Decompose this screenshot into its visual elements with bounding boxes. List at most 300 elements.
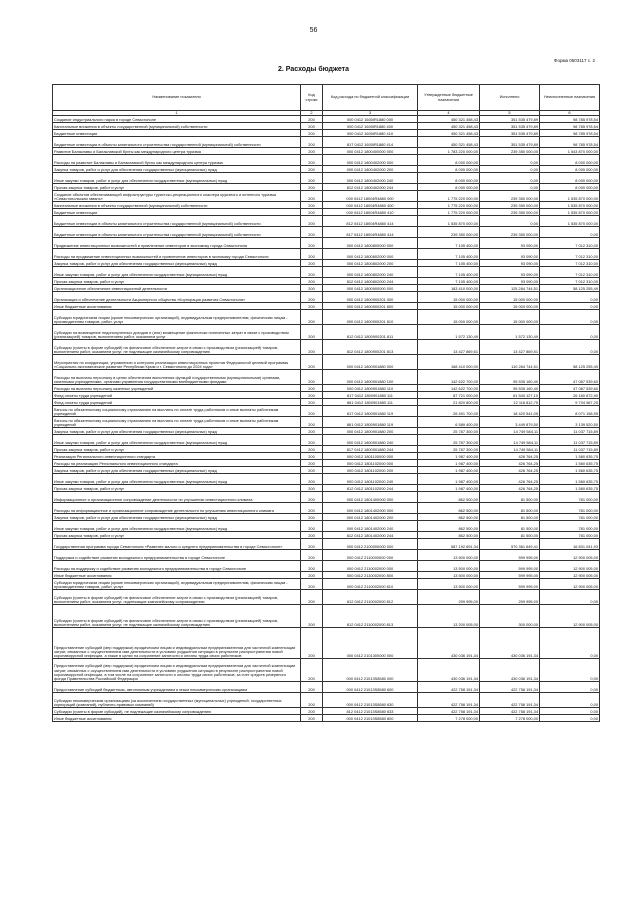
- row-executed: 93 090,00: [480, 267, 540, 278]
- table-row: [53, 303, 600, 310]
- row-name: Бюджетные инвестиции в объекты капитального строительства государственной (муниципальной) собственности: [53, 216, 301, 227]
- row-unexecuted: 98 785 978,54: [540, 123, 600, 130]
- row-executed: 239 350 000,00: [480, 227, 540, 238]
- row-executed: 3 449 879,50: [480, 417, 540, 428]
- table-row: [53, 474, 600, 485]
- row-line-code: 200: [301, 267, 323, 278]
- row-name: Закупка товаров, работ и услуг для обеспечения государственных (муниципальных) нужд: [53, 166, 301, 173]
- table-row: [53, 166, 600, 173]
- row-executed: 426 764,25: [480, 453, 540, 460]
- row-unexecuted: 8 000 000,00: [540, 155, 600, 166]
- row-name: Субсидии (гранты в форме субсидий) на финансовое обеспечение затрат в связи с производством (реализацией) товаров, выполнением работ, оказанием услуг, не подлежащие казначейскому сопровождению: [53, 605, 301, 628]
- row-approved: 142 622 700,00: [418, 385, 480, 392]
- row-executed: 81 500,00: [480, 521, 540, 532]
- row-name: Расходы на продвижение инвестиционных возможностей и привлечение инвесторов в экономику города Севастополя: [53, 249, 301, 260]
- row-classification-code: 000 0412 1801402000 200: [323, 514, 418, 521]
- row-approved: 422 758 191,34: [418, 682, 480, 693]
- row-classification-code: 812 0412 1800802000 244: [323, 278, 418, 285]
- table-row: [53, 227, 600, 238]
- row-approved: 6 589 400,00: [418, 417, 480, 428]
- row-approved: 430 036 191,34: [418, 628, 480, 659]
- row-unexecuted: 8 000 000,00: [540, 166, 600, 173]
- row-name: Субсидии некоммерческим организациям (за исключением государственных (муниципальных) учреждений, государственных корпораций (компаний), публично-правовых компаний): [53, 693, 301, 708]
- row-unexecuted: 0,00: [540, 292, 600, 303]
- row-executed: 426 764,25: [480, 460, 540, 467]
- table-row: [53, 503, 600, 514]
- row-unexecuted: 11 037 715,89: [540, 446, 600, 453]
- row-approved: 13 500 000,00: [418, 579, 480, 590]
- row-executed: 81 500,00: [480, 532, 540, 539]
- row-executed: 81 500,00: [480, 503, 540, 514]
- row-approved: 1 987 400,00: [418, 467, 480, 474]
- row-classification-code: 000 0412 1801102000 200: [323, 467, 418, 474]
- table-row: [53, 682, 600, 693]
- table-row: [53, 590, 600, 605]
- row-name: Предоставление субсидий (мер поддержки) юридическим лицам и индивидуальным предпринимателям для частичной компенсации затрат, связанных с осуществлением ими деятельности в условиях ухудшения ситуации в результате распространения новой коронавирусной инфекции, а также в целях на сохранение занятости и оплаты труда своих работников: [53, 628, 301, 659]
- row-unexecuted: 1 560 635,75: [540, 474, 600, 485]
- row-line-code: 200: [301, 370, 323, 385]
- row-name: Продвижение инвестиционных возможностей и привлечение инвесторов в экономику города Севастополя: [53, 238, 301, 249]
- row-name: Иные бюджетные ассигнования: [53, 715, 301, 722]
- row-executed: 0,00: [480, 173, 540, 184]
- row-line-code: 200: [301, 417, 323, 428]
- row-classification-code: 000 0412 21013S8580 000: [323, 659, 418, 682]
- row-name: Организационное обеспечение инвестиционной деятельности: [53, 285, 301, 292]
- row-unexecuted: 12 900 005,00: [540, 579, 600, 590]
- row-name: Развитие Балаклавы и Балаклавской бухты как международного центра туризма: [53, 148, 301, 155]
- row-approved: 1 987 400,00: [418, 460, 480, 467]
- row-executed: 18 420 541,05: [480, 406, 540, 417]
- row-approved: 450 321 458,43: [418, 123, 480, 130]
- row-unexecuted: 12 900 005,00: [540, 561, 600, 572]
- row-unexecuted: 47 087 539,60: [540, 385, 600, 392]
- row-name: Расходы на информационное и организационное сопровождение деятельности по улучшению инвестиционного климата: [53, 503, 301, 514]
- row-approved: 450 321 458,43: [418, 137, 480, 148]
- row-name: Бюджетные инвестиции: [53, 209, 301, 216]
- row-unexecuted: 781 000,00: [540, 503, 600, 514]
- row-line-code: 200: [301, 453, 323, 460]
- row-executed: 426 764,25: [480, 467, 540, 474]
- row-line-code: 200: [301, 708, 323, 715]
- row-executed: 93 090,00: [480, 260, 540, 267]
- table-row: [53, 532, 600, 539]
- row-classification-code: 000 0412 2110002000 800: [323, 572, 418, 579]
- table-row: [53, 191, 600, 202]
- table-row: [53, 260, 600, 267]
- row-executed: 239 350 000,00: [480, 148, 540, 155]
- table-row: [53, 173, 600, 184]
- table-row: [53, 355, 600, 370]
- row-classification-code: 000 0412 1801402000 240: [323, 521, 418, 532]
- row-approved: 13 200 005,00: [418, 605, 480, 628]
- row-name: Субсидии на возмещение недополученных доходов и (или) возмещение фактически понесенных затрат в связи с производством (реализацией) товаров, выполнением работ, оказанием услуг: [53, 325, 301, 340]
- row-approved: 26 491 700,00: [418, 406, 480, 417]
- row-line-code: 200: [301, 399, 323, 406]
- row-approved: 1 987 400,00: [418, 485, 480, 492]
- row-executed: 14 749 584,11: [480, 446, 540, 453]
- row-line-code: 200: [301, 682, 323, 693]
- header-executed: Исполнено: [480, 85, 540, 111]
- row-executed: 0,00: [480, 155, 540, 166]
- row-line-code: 200: [301, 202, 323, 209]
- row-executed: 93 090,00: [480, 249, 540, 260]
- table-row: [53, 572, 600, 579]
- row-unexecuted: 0,00: [540, 340, 600, 355]
- row-classification-code: 000 0412 1800901880 110: [323, 385, 418, 392]
- header-unexecuted: Неисполненные назначения: [540, 85, 600, 111]
- row-unexecuted: 0,00: [540, 708, 600, 715]
- row-classification-code: 000 0412 1800802000 240: [323, 267, 418, 278]
- row-approved: 142 622 700,00: [418, 370, 480, 385]
- row-classification-code: 000 0412 1800900000 000: [323, 285, 418, 292]
- row-approved: 862 500,00: [418, 492, 480, 503]
- row-unexecuted: 1 560 635,75: [540, 467, 600, 474]
- row-line-code: 200: [301, 590, 323, 605]
- row-approved: 1 572 130,49: [418, 325, 480, 340]
- row-executed: 7 278 000,00: [480, 715, 540, 722]
- row-line-code: 200: [301, 130, 323, 137]
- table-row: [53, 116, 600, 123]
- row-name: Расходы на выплаты персоналу в целях обеспечения выполнения функций государственными (муниципальными) органами, казенными учреждениями, органами управления государственными внебюджетными фондами: [53, 370, 301, 385]
- row-name: Взносы по обязательному социальному страхованию на выплаты по оплате труда работников и иные выплаты работникам учреждений: [53, 417, 301, 428]
- row-classification-code: 000 0412 1800400000 000: [323, 148, 418, 155]
- row-executed: 599 995,00: [480, 550, 540, 561]
- row-classification-code: 812 0412 1800402000 244: [323, 184, 418, 191]
- row-executed: 81 500,00: [480, 492, 540, 503]
- table-row: [53, 278, 600, 285]
- row-executed: 93 090,00: [480, 278, 540, 285]
- row-executed: 426 764,25: [480, 474, 540, 485]
- row-name: Субсидии (гранты в форме субсидий), не подлежащие казначейскому сопровождению: [53, 708, 301, 715]
- row-unexecuted: 0,00: [540, 693, 600, 708]
- row-approved: 8 000 000,00: [418, 173, 480, 184]
- row-line-code: 200: [301, 539, 323, 550]
- row-line-code: 200: [301, 659, 323, 682]
- row-classification-code: 000 0412 1600IR1880 000: [323, 116, 418, 123]
- row-unexecuted: 781 000,00: [540, 521, 600, 532]
- row-name: Закупка товаров, работ и услуг для обеспечения государственных (муниципальных) нужд: [53, 467, 301, 474]
- row-name: Мероприятия по координации, управлению и контролю реализации инвестиционных проектов Федеральной целевой программы «Социально-экономическое развитие Республики Крым и г. Севастополя до 2024 года»: [53, 355, 301, 370]
- header-classification-code: Код расхода по бюджетной классификации: [323, 85, 418, 111]
- table-row: [53, 514, 600, 521]
- row-line-code: 200: [301, 474, 323, 485]
- row-approved: 7 105 400,00: [418, 260, 480, 267]
- row-executed: 239 350 000,00: [480, 191, 540, 202]
- row-line-code: 200: [301, 693, 323, 708]
- table-row: [53, 155, 600, 166]
- row-executed: 422 758 191,34: [480, 682, 540, 693]
- row-line-code: 200: [301, 514, 323, 521]
- row-unexecuted: 8 000 000,00: [540, 173, 600, 184]
- row-line-code: 200: [301, 460, 323, 467]
- column-number: 6: [540, 111, 600, 116]
- header-line-code: Код строки: [301, 85, 323, 111]
- row-line-code: 200: [301, 340, 323, 355]
- row-approved: 8 000 000,00: [418, 155, 480, 166]
- row-line-code: 200: [301, 428, 323, 435]
- table-row: [53, 267, 600, 278]
- row-line-code: 200: [301, 310, 323, 325]
- row-executed: 81 500,00: [480, 514, 540, 521]
- row-name: Капитальные вложения в объекты государственной (муниципальной) собственности: [53, 202, 301, 209]
- row-approved: 862 500,00: [418, 521, 480, 532]
- row-unexecuted: 1 560 635,75: [540, 453, 600, 460]
- section-title: 2. Расходы бюджета: [278, 66, 349, 73]
- row-name: Иные бюджетные ассигнования: [53, 303, 301, 310]
- row-executed: 422 758 191,34: [480, 693, 540, 708]
- row-approved: 862 500,00: [418, 532, 480, 539]
- row-line-code: 200: [301, 435, 323, 446]
- row-unexecuted: 0,00: [540, 715, 600, 722]
- row-approved: 168 410 000,00: [418, 355, 480, 370]
- row-line-code: 200: [301, 485, 323, 492]
- row-line-code: 200: [301, 137, 323, 148]
- row-line-code: 200: [301, 392, 323, 399]
- column-number: 4: [418, 111, 480, 116]
- row-executed: 125 284 744,51: [480, 285, 540, 292]
- row-classification-code: 000 0412 1600IR1880 410: [323, 130, 418, 137]
- table-row: [53, 406, 600, 417]
- row-line-code: 200: [301, 173, 323, 184]
- row-unexecuted: 7 012 310,00: [540, 278, 600, 285]
- row-executed: 14 749 584,11: [480, 428, 540, 435]
- row-unexecuted: 0,00: [540, 227, 600, 238]
- row-line-code: 200: [301, 550, 323, 561]
- row-classification-code: 000 0412 1801102000 000: [323, 460, 418, 467]
- row-unexecuted: 9 704 987,25: [540, 399, 600, 406]
- row-classification-code: 817 0412 1800901880 119: [323, 406, 418, 417]
- row-executed: 351 535 479,89: [480, 130, 540, 137]
- row-unexecuted: 98 785 978,54: [540, 137, 600, 148]
- row-executed: 95 535 160,40: [480, 370, 540, 385]
- row-unexecuted: 47 087 539,60: [540, 370, 600, 385]
- row-executed: 300 000,00: [480, 605, 540, 628]
- row-name: Создание объектов обеспечивающей инфраструктуры туристско-рекреационного кластера круизного и яхтенного туризма «Севастопольская гавань»: [53, 191, 301, 202]
- row-approved: 1 775 220 000,00: [418, 202, 480, 209]
- table-row: [53, 579, 600, 590]
- row-name: Субсидии юридическим лицам (кроме некоммерческих организаций), индивидуальным предпринимателям, физическим лицам - производителям товаров, работ, услуг: [53, 579, 301, 590]
- row-unexecuted: 1 543 870 000,00: [540, 148, 600, 155]
- table-row: [53, 184, 600, 191]
- row-unexecuted: 3 139 520,50: [540, 417, 600, 428]
- row-approved: 239 350 000,00: [418, 227, 480, 238]
- row-name: Бюджетные инвестиции в объекты капитального строительства государственной (муниципальной) собственности: [53, 227, 301, 238]
- row-approved: 7 105 400,00: [418, 267, 480, 278]
- row-classification-code: 000 0412 1800802000 200: [323, 260, 418, 267]
- row-unexecuted: 0,00: [540, 325, 600, 340]
- row-approved: 450 321 458,43: [418, 116, 480, 123]
- row-name: Иные закупки товаров, работ и услуг для обеспечения государственных (муниципальных) нужд: [53, 173, 301, 184]
- row-executed: 422 758 191,34: [480, 708, 540, 715]
- row-approved: 862 500,00: [418, 503, 480, 514]
- table-row: [53, 310, 600, 325]
- row-name: Прочая закупка товаров, работ и услуг: [53, 184, 301, 191]
- row-classification-code: 000 0412 1800901880 000: [323, 355, 418, 370]
- row-classification-code: 812 0412 1801402000 244: [323, 532, 418, 539]
- row-classification-code: 000 0412 1800402000 240: [323, 173, 418, 184]
- table-row: [53, 693, 600, 708]
- table-row: [53, 446, 600, 453]
- form-code: Форма 0503117 с. 2: [554, 58, 595, 63]
- table-row: [53, 340, 600, 355]
- row-executed: 430 036 191,34: [480, 628, 540, 659]
- row-classification-code: 817 0412 1800901880 111: [323, 392, 418, 399]
- row-executed: 13 427 869,51: [480, 340, 540, 355]
- row-classification-code: 000 0412 1800900201 810: [323, 310, 418, 325]
- row-classification-code: 000 0412 1800402000 200: [323, 166, 418, 173]
- table-row: [53, 467, 600, 474]
- row-unexecuted: 58 125 255,49: [540, 285, 600, 292]
- row-classification-code: 812 0412 21013S8580 633: [323, 708, 418, 715]
- table-row: [53, 216, 600, 227]
- row-approved: 862 500,00: [418, 514, 480, 521]
- row-name: Фонд оплаты труда учреждений: [53, 392, 301, 399]
- row-name: Иные закупки товаров, работ и услуг для обеспечения государственных (муниципальных) нужд: [53, 435, 301, 446]
- row-unexecuted: 1 535 870 000,00: [540, 209, 600, 216]
- row-classification-code: 861 0412 1800901880 119: [323, 417, 418, 428]
- row-approved: 15 000 000,00: [418, 292, 480, 303]
- row-name: Закупка товаров, работ и услуг для обеспечения государственных (муниципальных) нужд: [53, 514, 301, 521]
- table-row: [53, 417, 600, 428]
- table-row: [53, 453, 600, 460]
- table-row: [53, 550, 600, 561]
- table-row: [53, 485, 600, 492]
- row-executed: 351 535 479,89: [480, 116, 540, 123]
- row-line-code: 200: [301, 628, 323, 659]
- row-name: Иные закупки товаров, работ и услуг для обеспечения государственных (муниципальных) нужд: [53, 521, 301, 532]
- row-executed: 599 995,00: [480, 561, 540, 572]
- table-row: [53, 285, 600, 292]
- row-name: Субсидии (гранты в форме субсидий) на финансовое обеспечение затрат в связи с производством (реализацией) товаров, выполнением работ, оказанием услуг, не подлежащие казначейскому сопровождению: [53, 340, 301, 355]
- row-approved: 1 987 400,00: [418, 474, 480, 485]
- row-classification-code: 000 0412 21013S8580 600: [323, 682, 418, 693]
- row-line-code: 200: [301, 503, 323, 514]
- table-row: [53, 435, 600, 446]
- row-classification-code: 812 0412 2110002000 813: [323, 605, 418, 628]
- row-classification-code: 812 0412 1801102000 244: [323, 485, 418, 492]
- row-executed: 12 116 812,75: [480, 399, 540, 406]
- row-name: Информационное и организационное сопровождение деятельности по улучшению инвестиционного климата: [53, 492, 301, 503]
- row-executed: 239 350 000,00: [480, 202, 540, 209]
- row-name: Государственная программа города Севастополя «Развитие малого и среднего предпринимательства в городе Севастополе»: [53, 539, 301, 550]
- row-classification-code: 000 0412 2110002000 000: [323, 561, 418, 572]
- row-classification-code: 000 0412 2110000000 000: [323, 550, 418, 561]
- column-number: 3: [323, 111, 418, 116]
- row-approved: 7 105 400,00: [418, 278, 480, 285]
- row-unexecuted: 7 012 310,00: [540, 238, 600, 249]
- row-unexecuted: 8 071 158,95: [540, 406, 600, 417]
- row-name: Прочая закупка товаров, работ и услуг: [53, 446, 301, 453]
- row-unexecuted: 781 000,00: [540, 514, 600, 521]
- row-executed: 110 284 744,51: [480, 355, 540, 370]
- row-name: Прочая закупка товаров, работ и услуг: [53, 485, 301, 492]
- row-line-code: 200: [301, 238, 323, 249]
- table-row: [53, 708, 600, 715]
- row-unexecuted: 26 180 872,90: [540, 392, 600, 399]
- row-classification-code: 000 0412 1800800000 000: [323, 238, 418, 249]
- header-approved: Утвержденные бюджетные назначения: [418, 85, 480, 111]
- row-line-code: 200: [301, 406, 323, 417]
- row-classification-code: 000 0412 18004R4880 400: [323, 202, 418, 209]
- row-approved: 8 000 000,00: [418, 166, 480, 173]
- row-name: Бюджетные инвестиции: [53, 130, 301, 137]
- row-unexecuted: 0,00: [540, 659, 600, 682]
- row-approved: 1 775 220 000,00: [418, 191, 480, 202]
- row-executed: 570 361 649,41: [480, 539, 540, 550]
- row-executed: 239 350 000,00: [480, 209, 540, 216]
- row-name: Расходы на реализацию Регионального инвестиционного стандарта: [53, 460, 301, 467]
- row-classification-code: 000 0412 2100000000 000: [323, 539, 418, 550]
- row-classification-code: 812 0412 18004R4880 414: [323, 216, 418, 227]
- row-approved: 422 758 191,34: [418, 693, 480, 708]
- budget-expenses-table: [52, 84, 600, 722]
- row-line-code: 200: [301, 303, 323, 310]
- row-line-code: 200: [301, 184, 323, 191]
- column-number: 2: [301, 111, 323, 116]
- row-line-code: 200: [301, 385, 323, 392]
- table-row: [53, 148, 600, 155]
- row-line-code: 200: [301, 227, 323, 238]
- row-name: Фонд оплаты труда учреждений: [53, 399, 301, 406]
- table-row: [53, 202, 600, 209]
- row-line-code: 200: [301, 123, 323, 130]
- row-unexecuted: 7 012 310,00: [540, 260, 600, 267]
- row-unexecuted: 0,00: [540, 628, 600, 659]
- row-classification-code: 000 0412 1800402000 000: [323, 155, 418, 166]
- row-unexecuted: 1 560 635,75: [540, 485, 600, 492]
- table-row: [53, 399, 600, 406]
- row-name: Иные бюджетные ассигнования: [53, 572, 301, 579]
- row-approved: 13 500 000,00: [418, 550, 480, 561]
- row-unexecuted: 0,00: [540, 590, 600, 605]
- row-name: Прочая закупка товаров, работ и услуг: [53, 532, 301, 539]
- row-name: Прочая закупка товаров, работ и услуг: [53, 278, 301, 285]
- row-unexecuted: 16 831 041,93: [540, 539, 600, 550]
- table-row: [53, 292, 600, 303]
- row-classification-code: 000 0412 1801100000 000: [323, 453, 418, 460]
- row-line-code: 200: [301, 561, 323, 572]
- row-unexecuted: 1 560 635,75: [540, 460, 600, 467]
- row-approved: 8 000 000,00: [418, 184, 480, 191]
- row-name: Субсидии (гранты в форме субсидий) на финансовое обеспечение затрат в связи с производством (реализацией) товаров, выполнением работ, оказанием услуг, подлежащие казначейскому сопровождению: [53, 590, 301, 605]
- row-approved: 15 000 000,00: [418, 310, 480, 325]
- row-approved: 25 787 300,00: [418, 446, 480, 453]
- row-executed: 1 572 130,49: [480, 325, 540, 340]
- row-classification-code: 861 0412 1800901880 111: [323, 399, 418, 406]
- row-classification-code: 000 0412 1801102000 240: [323, 474, 418, 485]
- row-line-code: 200: [301, 325, 323, 340]
- row-classification-code: 000 0412 1800900201 800: [323, 303, 418, 310]
- row-classification-code: 000 0412 1801400000 000: [323, 492, 418, 503]
- row-line-code: 200: [301, 285, 323, 292]
- row-executed: 426 764,25: [480, 485, 540, 492]
- row-line-code: 200: [301, 260, 323, 267]
- row-name: Предоставление субсидий бюджетным, автономным учреждениям и иным некоммерческим организациям: [53, 682, 301, 693]
- row-line-code: 200: [301, 278, 323, 285]
- row-line-code: 200: [301, 355, 323, 370]
- row-executed: 93 090,00: [480, 238, 540, 249]
- row-approved: 25 787 300,00: [418, 428, 480, 435]
- table-row: [53, 605, 600, 628]
- row-unexecuted: 781 000,00: [540, 532, 600, 539]
- column-number: 1: [53, 111, 301, 116]
- row-unexecuted: 1 535 870 000,00: [540, 216, 600, 227]
- table-row: [53, 428, 600, 435]
- row-line-code: 200: [301, 715, 323, 722]
- column-number: 5: [480, 111, 540, 116]
- row-line-code: 200: [301, 467, 323, 474]
- header-indicator-name: Наименование показателя: [53, 85, 301, 111]
